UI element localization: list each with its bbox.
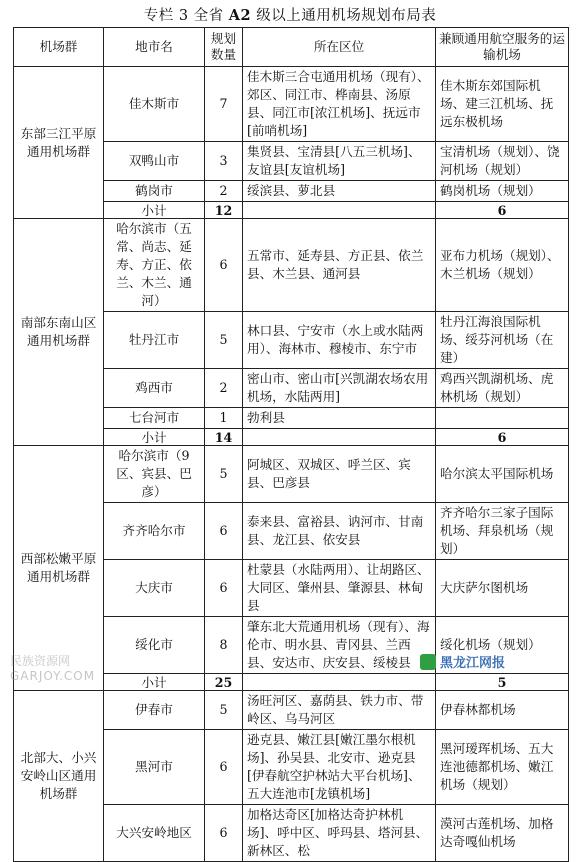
city-cell: 黑河市	[104, 730, 205, 805]
table-row	[14, 219, 569, 312]
transport-cell: 鹤岗机场（规划）	[436, 181, 569, 202]
subtotal-empty	[243, 674, 436, 691]
count-cell: 8	[205, 617, 243, 674]
group-name: 东部三江平原通用机场群	[14, 67, 104, 219]
header-count: 规划数量	[205, 28, 243, 67]
transport-cell: 宝清机场（规划）、饶河机场（规划）	[436, 142, 569, 181]
table-row	[14, 446, 569, 503]
location-cell: 加格达奇区[加格达奇护林机场]、呼中区、呼玛县、塔河县、新林区、松	[243, 805, 436, 862]
transport-cell: 牡丹江海浪国际机场、绥芬河机场（在建）	[436, 312, 569, 369]
transport-cell: 哈尔滨太平国际机场	[436, 446, 569, 503]
count-cell: 6	[205, 503, 243, 560]
subtotal-label: 小计	[104, 674, 205, 691]
count-cell: 5	[205, 446, 243, 503]
count-cell: 6	[205, 730, 243, 805]
count-cell: 1	[205, 408, 243, 429]
count-cell: 5	[205, 312, 243, 369]
count-cell: 7	[205, 67, 243, 142]
table-row	[14, 67, 569, 142]
location-cell: 汤旺河区、嘉荫县、铁力市、带岭区、乌马河区	[243, 691, 436, 730]
subtotal-count: 12	[205, 202, 243, 219]
group-name: 北部大、小兴安岭山区通用机场群	[14, 691, 104, 862]
city-cell: 鹤岗市	[104, 181, 205, 202]
location-cell: 密山市、密山市[兴凯湖农场农用机场，水陆两用]	[243, 369, 436, 408]
transport-cell: 伊春林都机场	[436, 691, 569, 730]
transport-cell: 黑河瑷珲机场、五大连池德都机场、嫩江机场（规划）	[436, 730, 569, 805]
count-cell: 3	[205, 142, 243, 181]
location-cell: 杜蒙县（水陆两用）、让胡路区、大同区、肇州县、肇源县、林甸县	[243, 560, 436, 617]
header-transport: 兼顾通用航空服务的运输机场	[436, 28, 569, 67]
group-name: 南部东南山区通用机场群	[14, 219, 104, 446]
city-cell: 伊春市	[104, 691, 205, 730]
watermark-brand-text: 黑龙江网报	[440, 656, 506, 671]
transport-cell: 鸡西兴凯湖机场、虎林机场（规划）	[436, 369, 569, 408]
city-cell: 哈尔滨市（五常、尚志、延寿、方正、依兰、木兰、通河）	[104, 219, 205, 312]
transport-cell: 大庆萨尔图机场	[436, 560, 569, 617]
subtotal-count: 25	[205, 674, 243, 691]
subtotal-empty	[243, 202, 436, 219]
table-row	[14, 691, 569, 730]
subtotal-transport: 6	[436, 202, 569, 219]
count-cell: 6	[205, 805, 243, 862]
location-cell: 五常市、延寿县、方正县、依兰县、木兰县、通河县	[243, 219, 436, 312]
watermark-site-name: 民族资源网	[10, 654, 71, 668]
table-title: 专栏 3 全省 A2 级以上通用机场规划布局表	[143, 7, 437, 24]
location-cell: 肇东北大荒通用机场（现有）、海伦市、明水县、青冈县、兰西县、安达市、庆安县、绥棱县	[243, 617, 436, 674]
transport-cell: 佳木斯东郊国际机场、建三江机场、抚远东极机场	[436, 67, 569, 142]
count-cell: 6	[205, 219, 243, 312]
header-row	[14, 28, 569, 67]
watermark-brand	[420, 652, 505, 671]
city-cell: 哈尔滨市（9区、宾县、巴彦）	[104, 446, 205, 503]
count-cell: 5	[205, 691, 243, 730]
transport-cell	[436, 408, 569, 429]
header-group: 机场群	[14, 28, 104, 67]
subtotal-count: 14	[205, 429, 243, 446]
wechat-icon	[420, 654, 436, 670]
location-cell: 绥滨县、萝北县	[243, 181, 436, 202]
city-cell: 双鸭山市	[104, 142, 205, 181]
count-cell: 2	[205, 369, 243, 408]
city-cell: 大兴安岭地区	[104, 805, 205, 862]
count-cell: 6	[205, 560, 243, 617]
subtotal-label: 小计	[104, 202, 205, 219]
count-cell: 2	[205, 181, 243, 202]
city-cell: 鸡西市	[104, 369, 205, 408]
city-cell: 牡丹江市	[104, 312, 205, 369]
transport-cell: 绥化机场（规划）	[436, 617, 569, 674]
city-cell: 齐齐哈尔市	[104, 503, 205, 560]
city-cell: 佳木斯市	[104, 67, 205, 142]
subtotal-transport: 6	[436, 429, 569, 446]
subtotal-empty	[243, 429, 436, 446]
subtotal-transport: 5	[436, 674, 569, 691]
location-cell: 阿城区、双城区、呼兰区、宾县、巴彦县	[243, 446, 436, 503]
city-cell: 大庆市	[104, 560, 205, 617]
header-city: 地市名	[104, 28, 205, 67]
location-cell: 逊克县、嫩江县[嫩江墨尔根机场]、孙吴县、北安市、逊克县[伊春航空护林站大平台机场]、五大连池市[龙镇机场]	[243, 730, 436, 805]
header-location: 所在区位	[243, 28, 436, 67]
airport-plan-table	[13, 27, 569, 862]
subtotal-label: 小计	[104, 429, 205, 446]
transport-cell: 漠河古莲机场、加格达奇嘎仙机场	[436, 805, 569, 862]
location-cell: 勃利县	[243, 408, 436, 429]
watermark-site-url: GARJOY.COM	[10, 669, 96, 683]
group-name: 西部松嫩平原通用机场群	[14, 446, 104, 691]
location-cell: 集贤县、宝清县[八五三机场]、友谊县[友谊机场]	[243, 142, 436, 181]
location-cell: 泰来县、富裕县、讷河市、甘南县、龙江县、依安县	[243, 503, 436, 560]
transport-cell: 亚布力机场（规划）、木兰机场（规划）	[436, 219, 569, 312]
location-cell: 林口县、宁安市（水上或水陆两用）、海林市、穆棱市、东宁市	[243, 312, 436, 369]
city-cell: 七台河市	[104, 408, 205, 429]
location-cell: 佳木斯三合屯通用机场（现有）、郊区、同江市、桦南县、汤原县、同江市[浓江机场]、抚远市[前哨机场]	[243, 67, 436, 142]
transport-cell: 齐齐哈尔三家子国际机场、拜泉机场（规划）	[436, 503, 569, 560]
city-cell: 绥化市	[104, 617, 205, 674]
